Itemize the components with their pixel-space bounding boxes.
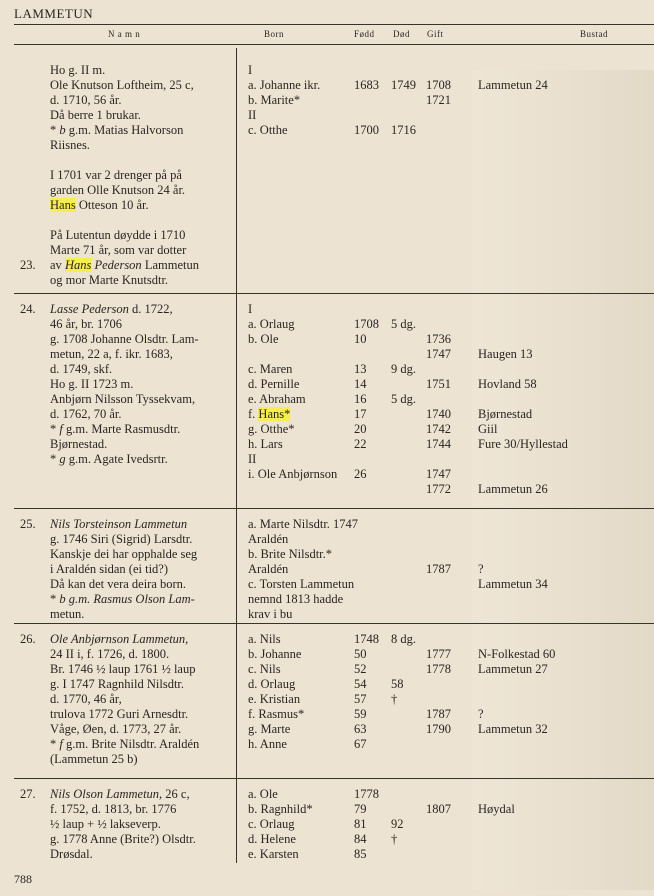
person-text-line [50,787,190,802]
header-bustad: Bustad [580,29,609,39]
child-name: nemnd 1813 hadde [248,592,344,606]
text-span: b [59,123,66,137]
child-born-year: 59 [354,707,367,721]
header-fodd: Fødd [354,29,375,39]
text-span: f. 1752, d. 1813, br. 1776 [50,802,177,816]
text-span: 24 II i, f. 1726, d. 1800. [50,647,170,661]
child-married-year: 1787 [426,562,451,576]
person-text-line [50,607,84,622]
text-span: g. I 1747 Ragnhild Nilsdtr. [50,677,185,691]
person-text-line [50,198,149,213]
text-span: og mor Marte Knutsdtr. [50,273,169,287]
text-span: Ole Anbjørnson Lammetun, [50,632,189,646]
header-dod: Død [393,29,410,39]
child-married-year: 1736 [426,332,451,346]
person-text-line [50,258,199,273]
person-text-line [50,452,168,467]
text-span: Otteson 10 år. [75,198,149,212]
person-text-line [50,78,194,93]
child-name: b. Marite* [248,93,301,107]
text-span: i Araldén sidan (ei tid?) [50,562,169,576]
text-span: Lammetun [141,258,199,272]
text-span: g [59,452,66,466]
text-span: Ho g. II 1723 m. [50,377,134,391]
child-born-year: 67 [354,737,367,751]
child-born-year: 1700 [354,123,379,137]
child-residence: Lammetun 32 [478,722,548,736]
child-name: c. Orlaug [248,817,295,831]
child-name: d. Helene [248,832,296,846]
child-born-year: 20 [354,422,367,436]
child-name: g. Marte [248,722,291,736]
person-text-line [50,123,183,138]
child-residence: Bjørnestad [478,407,533,421]
child-name: II [248,452,257,466]
child-born-year: 10 [354,332,367,346]
child-married-year: 1708 [426,78,451,92]
text-span: * [50,452,60,466]
child-married-year: 1777 [426,647,451,661]
highlighted-name: Hans [50,198,76,212]
child-residence: Lammetun 26 [478,482,548,496]
child-born-year: 1708 [354,317,379,331]
person-text-line [50,547,197,562]
text-span: g. 1708 Johanne Olsdtr. Lam- [50,332,199,346]
child-name: a. Johanne ikr. [248,78,321,92]
text-span: I 1701 var 2 drenger på på [50,168,182,182]
person-text-line [50,437,107,452]
text-span: Nils Olson Lammetun, [50,787,163,801]
child-born-year: 50 [354,647,367,661]
child-name: h. Lars [248,437,283,451]
text-span: Bjørnestad. [50,437,108,451]
entry-number: 27. [20,787,36,801]
child-born-year: 13 [354,362,367,376]
child-name: b. Brite Nilsdtr.* [248,547,333,561]
text-span: På Lutentun døydde i 1710 [50,228,186,242]
child-name: b. Johanne [248,647,302,661]
child-name: c. Nils [248,662,281,676]
person-text-line [50,407,122,422]
person-text-line [50,138,90,153]
child-name: krav i bu [248,607,293,621]
text-span: b g.m. Rasmus Olson Lam- [59,592,195,606]
text-span: metun. [50,607,85,621]
person-text-line [50,228,185,243]
child-death: 1749 [391,78,416,92]
child-name: a. Nils [248,632,281,646]
highlighted-name: Hans [64,258,92,272]
entry-separator [14,508,654,509]
person-text-line [50,362,112,377]
child-name: h. Anne [248,737,287,751]
person-text-line [50,562,168,577]
child-residence: ? [478,707,484,721]
entry-number: 26. [20,632,36,646]
child-name: g. Otthe* [248,422,295,436]
highlighted-name: Hans* [258,407,291,421]
child-death: 92 [391,817,404,831]
text-span: Ole Knutson Loftheim, 25 c, [50,78,194,92]
child-name: c. Torsten Lammetun [248,577,355,591]
child-residence: Giil [478,422,498,436]
person-text-line [50,592,195,607]
child-married-year: 1742 [426,422,451,436]
child-death: † [391,832,398,846]
child-name: i. Ole Anbjørnson [248,467,338,481]
person-text-line [50,532,192,547]
child-born-year: 85 [354,847,367,861]
text-span: Anbjørn Nilsson Tyssekvam, [50,392,196,406]
text-span: Riisnes. [50,138,90,152]
text-span: Drøsdal. [50,847,93,861]
text-span: garden Olle Knutson 24 år. [50,183,186,197]
person-text-line [50,302,173,317]
text-span: Kanskje dei har opphalde seg [50,547,198,561]
child-married-year: 1778 [426,662,451,676]
child-name: II [248,108,257,122]
person-text-line [50,707,188,722]
person-text-line [50,183,185,198]
person-text-line [50,817,161,832]
column-divider [236,48,237,863]
entry-number: 24. [20,302,36,316]
child-name: d. Orlaug [248,677,296,691]
text-span: d. 1762, 70 år. [50,407,122,421]
entry-separator [14,293,654,294]
child-name: e. Karsten [248,847,299,861]
child-name: Araldén [248,532,289,546]
text-span: Br. 1746 ½ laup 1761 ½ laup [50,662,196,676]
child-residence: ? [478,562,484,576]
child-death: 1716 [391,123,416,137]
child-death: † [391,692,398,706]
child-married-year: 1787 [426,707,451,721]
text-span: g.m. Agate Ivedsrtr. [65,452,168,466]
text-span: Då kan det vera deira born. [50,577,187,591]
child-married-year: 1747 [426,467,451,481]
person-text-line [50,108,141,123]
entry-separator [14,778,654,779]
person-text-line [50,517,187,532]
person-text-line [50,802,176,817]
person-text-line [50,722,181,737]
person-text-line [50,752,137,767]
child-married-year: 1807 [426,802,451,816]
child-name: e. Abraham [248,392,306,406]
text-span: g.m. Brite Nilsdtr. Araldén [62,737,200,751]
child-residence: Lammetun 27 [478,662,548,676]
person-text-line [50,243,186,258]
text-span: 26 c, [162,787,190,801]
page-number: 788 [14,872,32,886]
child-married-year: 1740 [426,407,451,421]
person-text-line [50,332,199,347]
person-text-line [50,847,93,862]
child-death: 9 dg. [391,362,416,376]
person-text-line [50,632,188,647]
person-text-line [50,392,195,407]
text-span: Marte 71 år, som var dotter [50,243,187,257]
child-born-year: 57 [354,692,367,706]
child-born-year: 26 [354,467,367,481]
child-name: f. Hans* [248,407,291,421]
child-residence: N-Folkestad 60 [478,647,556,661]
child-death: 5 dg. [391,392,416,406]
text-span: Ho g. II m. [50,63,106,77]
child-married-year: 1747 [426,347,451,361]
person-text-line [50,377,133,392]
child-residence: Lammetun 24 [478,78,548,92]
child-residence: Høydal [478,802,515,816]
header-rule-bottom [14,44,654,45]
child-death: 8 dg. [391,632,416,646]
child-death: 5 dg. [391,317,416,331]
text-span: * [50,592,60,606]
child-married-year: 1744 [426,437,451,451]
child-born-year: 16 [354,392,367,406]
text-span: Lasse Pederson [50,302,129,316]
text-span: ½ laup + ½ lakseverp. [50,817,161,831]
text-span: * [50,123,60,137]
person-text-line [50,577,186,592]
person-text-line [50,832,196,847]
child-born-year: 79 [354,802,367,816]
child-born-year: 1778 [354,787,379,801]
child-name: c. Otthe [248,123,288,137]
text-span: Nils Torsteinson Lammetun [50,517,188,531]
child-married-year: 1721 [426,93,451,107]
child-born-year: 1683 [354,78,379,92]
person-text-line [50,737,199,752]
text-span: 46 år, br. 1706 [50,317,123,331]
person-text-line [50,692,122,707]
text-span: d. 1749, skf. [50,362,113,376]
text-span: d. 1710, 56 år. [50,93,122,107]
child-married-year: 1772 [426,482,451,496]
child-born-year: 17 [354,407,367,421]
person-text-line [50,662,195,677]
child-name: I [248,302,253,316]
person-text-line [50,347,173,362]
text-span: g.m. Matias Halvorson [65,123,184,137]
child-name: a. Ole [248,787,278,801]
child-born-year: 52 [354,662,367,676]
text-span: * [50,422,60,436]
child-born-year: 14 [354,377,367,391]
person-text-line [50,273,168,288]
person-text-line [50,677,184,692]
header-namn: N a m n [108,29,141,39]
child-death: 58 [391,677,404,691]
person-text-line [50,317,122,332]
child-married-year: 1790 [426,722,451,736]
text-span: g.m. Marte Rasmusdtr. [62,422,181,436]
child-residence: Fure 30/Hyllestad [478,437,568,451]
person-text-line [50,647,169,662]
child-name: b. Ragnhild* [248,802,313,816]
header-born: Born [264,29,284,39]
child-name: I [248,63,253,77]
child-residence: Lammetun 34 [478,577,548,591]
text-span: d. 1770, 46 år, [50,692,122,706]
child-born-year: 54 [354,677,367,691]
child-name: f. Rasmus* [248,707,305,721]
child-born-year: 84 [354,832,367,846]
person-text-line [50,422,180,437]
text-span: g. 1778 Anne (Brite?) Olsdtr. [50,832,196,846]
page-title: LAMMETUN [14,6,94,21]
text-span: (Lammetun 25 b) [50,752,138,766]
header-rule-top [14,24,654,25]
child-residence: Hovland 58 [478,377,537,391]
child-married-year: 1751 [426,377,451,391]
text-span: d. 1722, [128,302,173,316]
text-span: f [59,737,63,751]
person-text-line [50,93,122,108]
child-name: a. Marte Nilsdtr. 1747 [248,517,359,531]
child-name: c. Maren [248,362,293,376]
text-span: metun, 22 a, f. ikr. 1683, [50,347,173,361]
child-born-year: 81 [354,817,367,831]
text-span: f [59,422,63,436]
header-gift: Gift [427,29,444,39]
text-span: Våge, Øen, d. 1773, 27 år. [50,722,182,736]
text-span: av [50,258,65,272]
adjacent-page-shadow [472,70,654,890]
child-name: d. Pernille [248,377,300,391]
person-text-line [50,168,182,183]
child-name: Araldén [248,562,289,576]
person-text-line [50,63,105,78]
text-span: trulova 1772 Guri Arnesdtr. [50,707,189,721]
text-span: Då berre 1 brukar. [50,108,141,122]
entry-separator [14,623,654,624]
child-name: b. Ole [248,332,279,346]
entry-number: 23. [20,258,36,272]
child-residence: Haugen 13 [478,347,533,361]
text-span: g. 1746 Siri (Sigrid) Larsdtr. [50,532,193,546]
text-span: Pederson [91,258,142,272]
child-born-year: 1748 [354,632,379,646]
child-born-year: 63 [354,722,367,736]
entry-number: 25. [20,517,36,531]
text-span: * [50,737,60,751]
child-born-year: 22 [354,437,367,451]
child-name: e. Kristian [248,692,301,706]
child-name: a. Orlaug [248,317,295,331]
